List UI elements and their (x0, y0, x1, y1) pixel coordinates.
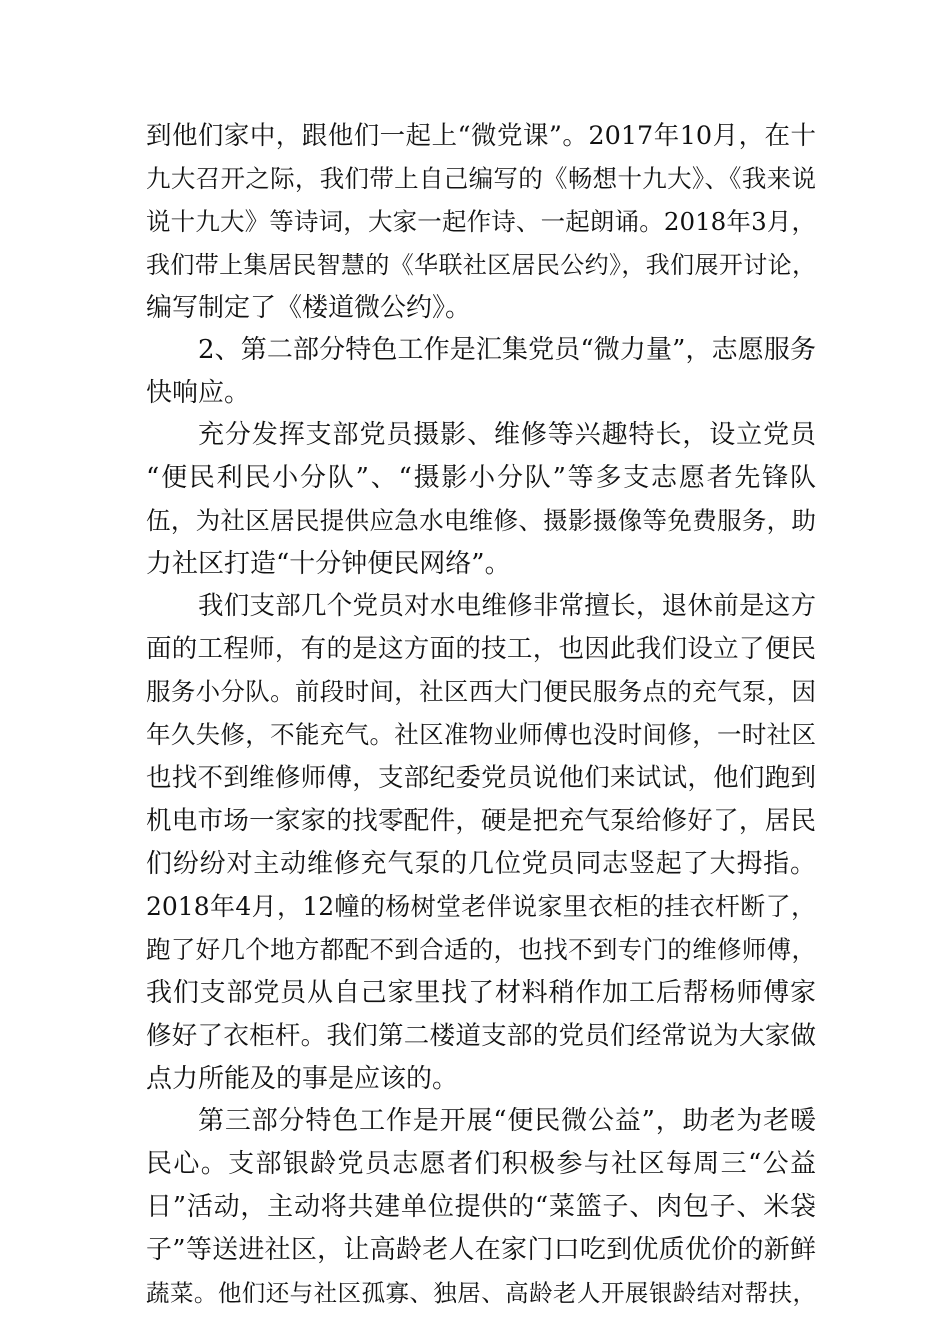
text-line: 伍，为社区居民提供应急水电维修、摄影摄像等免费服务，助 (146, 506, 816, 535)
paragraph-heading-line: 2、第二部分特色工作是汇集党员“微力量”，志愿服务 (198, 335, 816, 365)
text-line: “便民利民小分队”、“摄影小分队”等多支志愿者先锋队 (146, 463, 816, 493)
text-line: 机电市场一家家的找零配件，硬是把充气泵给修好了，居民 (146, 806, 816, 836)
text-line: 也找不到维修师傅，支部纪委党员说他们来试试，他们跑到 (146, 763, 816, 793)
text-line: 日”活动，主动将共建单位提供的“菜篮子、肉包子、米袋 (146, 1192, 816, 1222)
paragraph-first-line: 我们支部几个党员对水电维修非常擅长，退休前是这方 (198, 591, 816, 621)
text-line: 九大召开之际，我们带上自己编写的《畅想十九大》、《我来说 (146, 164, 816, 193)
text-line: 点力所能及的事是应该的。 (146, 1064, 459, 1094)
text-line: 我们支部党员从自己家里找了材料稍作加工后帮杨师傅家 (146, 978, 816, 1008)
text-line: 修好了衣柜杆。我们第二楼道支部的党员们经常说为大家做 (146, 1021, 816, 1051)
text-line: 说十九大》等诗词，大家一起作诗、一起朗诵。2018年3月， (146, 207, 816, 236)
text-line: 子”等送进社区，让高龄老人在家门口吃到优质优价的新鲜 (146, 1235, 816, 1265)
text-line: 我们带上集居民智慧的《华联社区居民公约》，我们展开讨论， (146, 251, 816, 279)
paragraph-first-line: 第三部分特色工作是开展“便民微公益”，助老为老暖 (198, 1106, 816, 1136)
text-line: 跑了好几个地方都配不到合适的，也找不到专门的维修师傅， (146, 935, 816, 964)
text-line: 年久失修，不能充气。社区准物业师傅也没时间修，一时社区 (146, 720, 816, 749)
text-line: 力社区打造“十分钟便民网络”。 (146, 549, 511, 579)
paragraph-first-line: 充分发挥支部党员摄影、维修等兴趣特长，设立党员 (198, 420, 816, 450)
text-line: 编写制定了《楼道微公约》。 (146, 293, 472, 323)
text-line: 们纷纷对主动维修充气泵的几位党员同志竖起了大拇指。 (146, 849, 816, 879)
text-line: 面的工程师，有的是这方面的技工，也因此我们设立了便民 (146, 634, 816, 664)
text-line: 到他们家中，跟他们一起上“微党课”。2017年10月，在十 (146, 121, 816, 151)
text-line: 2018年4月，12幢的杨树堂老伴说家里衣柜的挂衣杆断了， (146, 892, 816, 921)
text-line: 民心。支部银龄党员志愿者们积极参与社区每周三“公益 (146, 1149, 816, 1179)
text-line: 蔬菜。他们还与社区孤寡、独居、高龄老人开展银龄结对帮扶， (146, 1279, 816, 1307)
text-line: 快响应。 (146, 378, 251, 408)
text-line: 服务小分队。前段时间，社区西大门便民服务点的充气泵，因 (146, 677, 816, 706)
